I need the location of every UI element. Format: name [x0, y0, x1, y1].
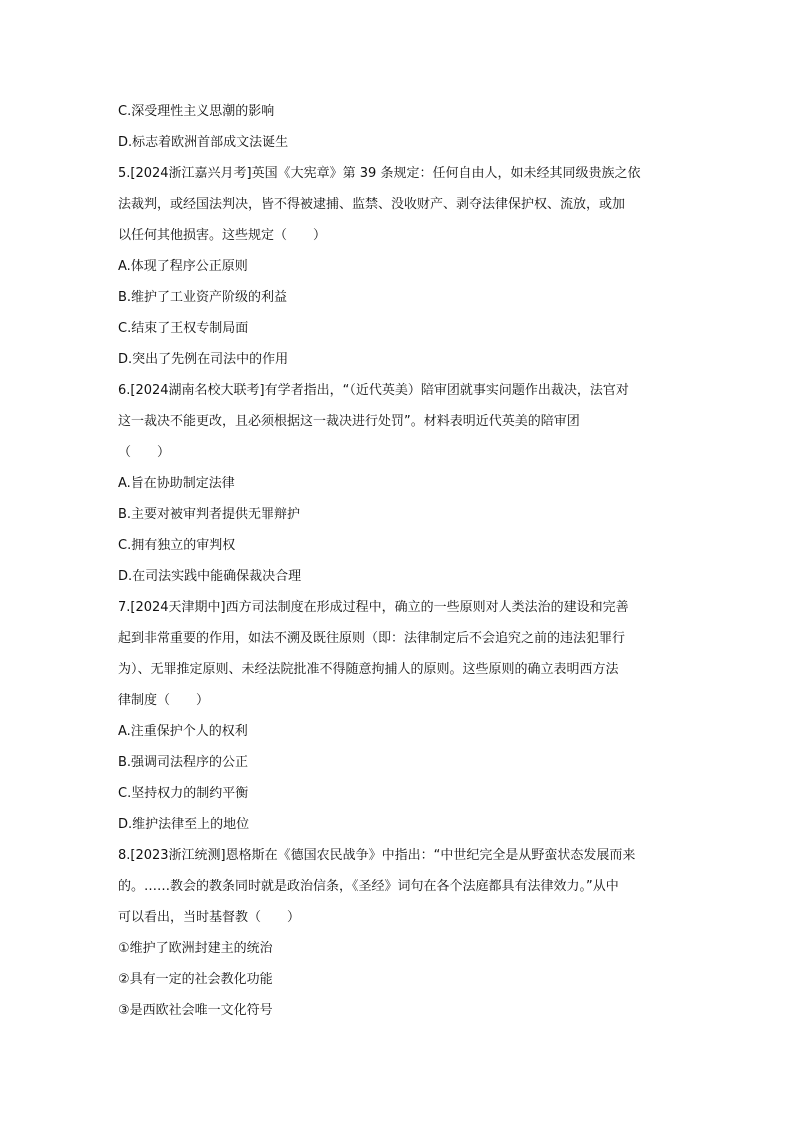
- question-5-option-a: A.体现了程序公正原则: [118, 259, 248, 274]
- option-c-prev-question: C.深受理性主义思潮的影响: [118, 104, 275, 119]
- question-7-stem-line-1: 7.[2024天津期中]西方司法制度在形成过程中，确立的一些原则对人类法治的建设和完善: [118, 600, 629, 615]
- question-5-option-d: D.突出了先例在司法中的作用: [118, 352, 289, 367]
- document-body: [118, 96, 678, 1026]
- question-7-stem-line-4: 律制度（ ）: [118, 693, 210, 708]
- question-5-stem-line-1: 5.[2024浙江嘉兴月考]英国《大宪章》第 39 条规定：任何自由人，如未经其同级贵族之依: [118, 166, 641, 181]
- question-5-option-b: B.维护了工业资产阶级的利益: [118, 290, 288, 305]
- question-7-option-c: C.坚持权力的制约平衡: [118, 786, 249, 801]
- option-d-prev-question: D.标志着欧洲首部成文法诞生: [118, 135, 289, 150]
- question-8-statement-1: ①维护了欧洲封建主的统治: [118, 941, 273, 956]
- question-6-stem-line-2: 这一裁决不能更改，且必须根据这一裁决进行处罚”。材料表明近代英美的陪审团: [118, 414, 580, 429]
- question-5-option-c: C.结束了王权专制局面: [118, 321, 249, 336]
- question-6-stem-line-1: 6.[2024湖南名校大联考]有学者指出，“（近代英美）陪审团就事实问题作出裁决，法官对: [118, 383, 629, 398]
- question-7-stem-line-2: 起到非常重要的作用，如法不溯及既往原则（即：法律制定后不会追究之前的违法犯罪行: [118, 631, 626, 646]
- question-7-stem-line-3: 为）、无罪推定原则、未经法院批准不得随意拘捕人的原则。这些原则的确立表明西方法: [118, 662, 619, 677]
- question-6-stem-line-3: （ ）: [118, 445, 171, 460]
- question-7-option-d: D.维护法律至上的地位: [118, 817, 250, 832]
- question-8-stem-line-3: 可以看出，当时基督教（ ）: [118, 910, 301, 925]
- question-6-option-a: A.旨在协助制定法律: [118, 476, 235, 491]
- question-7-option-a: A.注重保护个人的权利: [118, 724, 248, 739]
- question-6-option-c: C.拥有独立的审判权: [118, 538, 236, 553]
- question-8-statement-2: ②具有一定的社会教化功能: [118, 972, 273, 987]
- question-5-stem-line-2: 法裁判，或经国法判决，皆不得被逮捕、监禁、没收财产、剥夺法律保护权、流放，或加: [118, 197, 626, 212]
- question-8-statement-3: ③是西欧社会唯一文化符号: [118, 1003, 273, 1018]
- question-7-option-b: B.强调司法程序的公正: [118, 755, 249, 770]
- question-8-stem-line-1: 8.[2023浙江统测]恩格斯在《德国农民战争》中指出：“中世纪完全是从野蛮状态发展而来: [118, 848, 636, 863]
- question-5-stem-line-3: 以任何其他损害。这些规定（ ）: [118, 228, 327, 243]
- question-8-stem-line-2: 的。……教会的教条同时就是政治信条，《圣经》词句在各个法庭都具有法律效力。”从中: [118, 879, 619, 894]
- question-6-option-d: D.在司法实践中能确保裁决合理: [118, 569, 302, 584]
- question-6-option-b: B.主要对被审判者提供无罪辩护: [118, 507, 301, 522]
